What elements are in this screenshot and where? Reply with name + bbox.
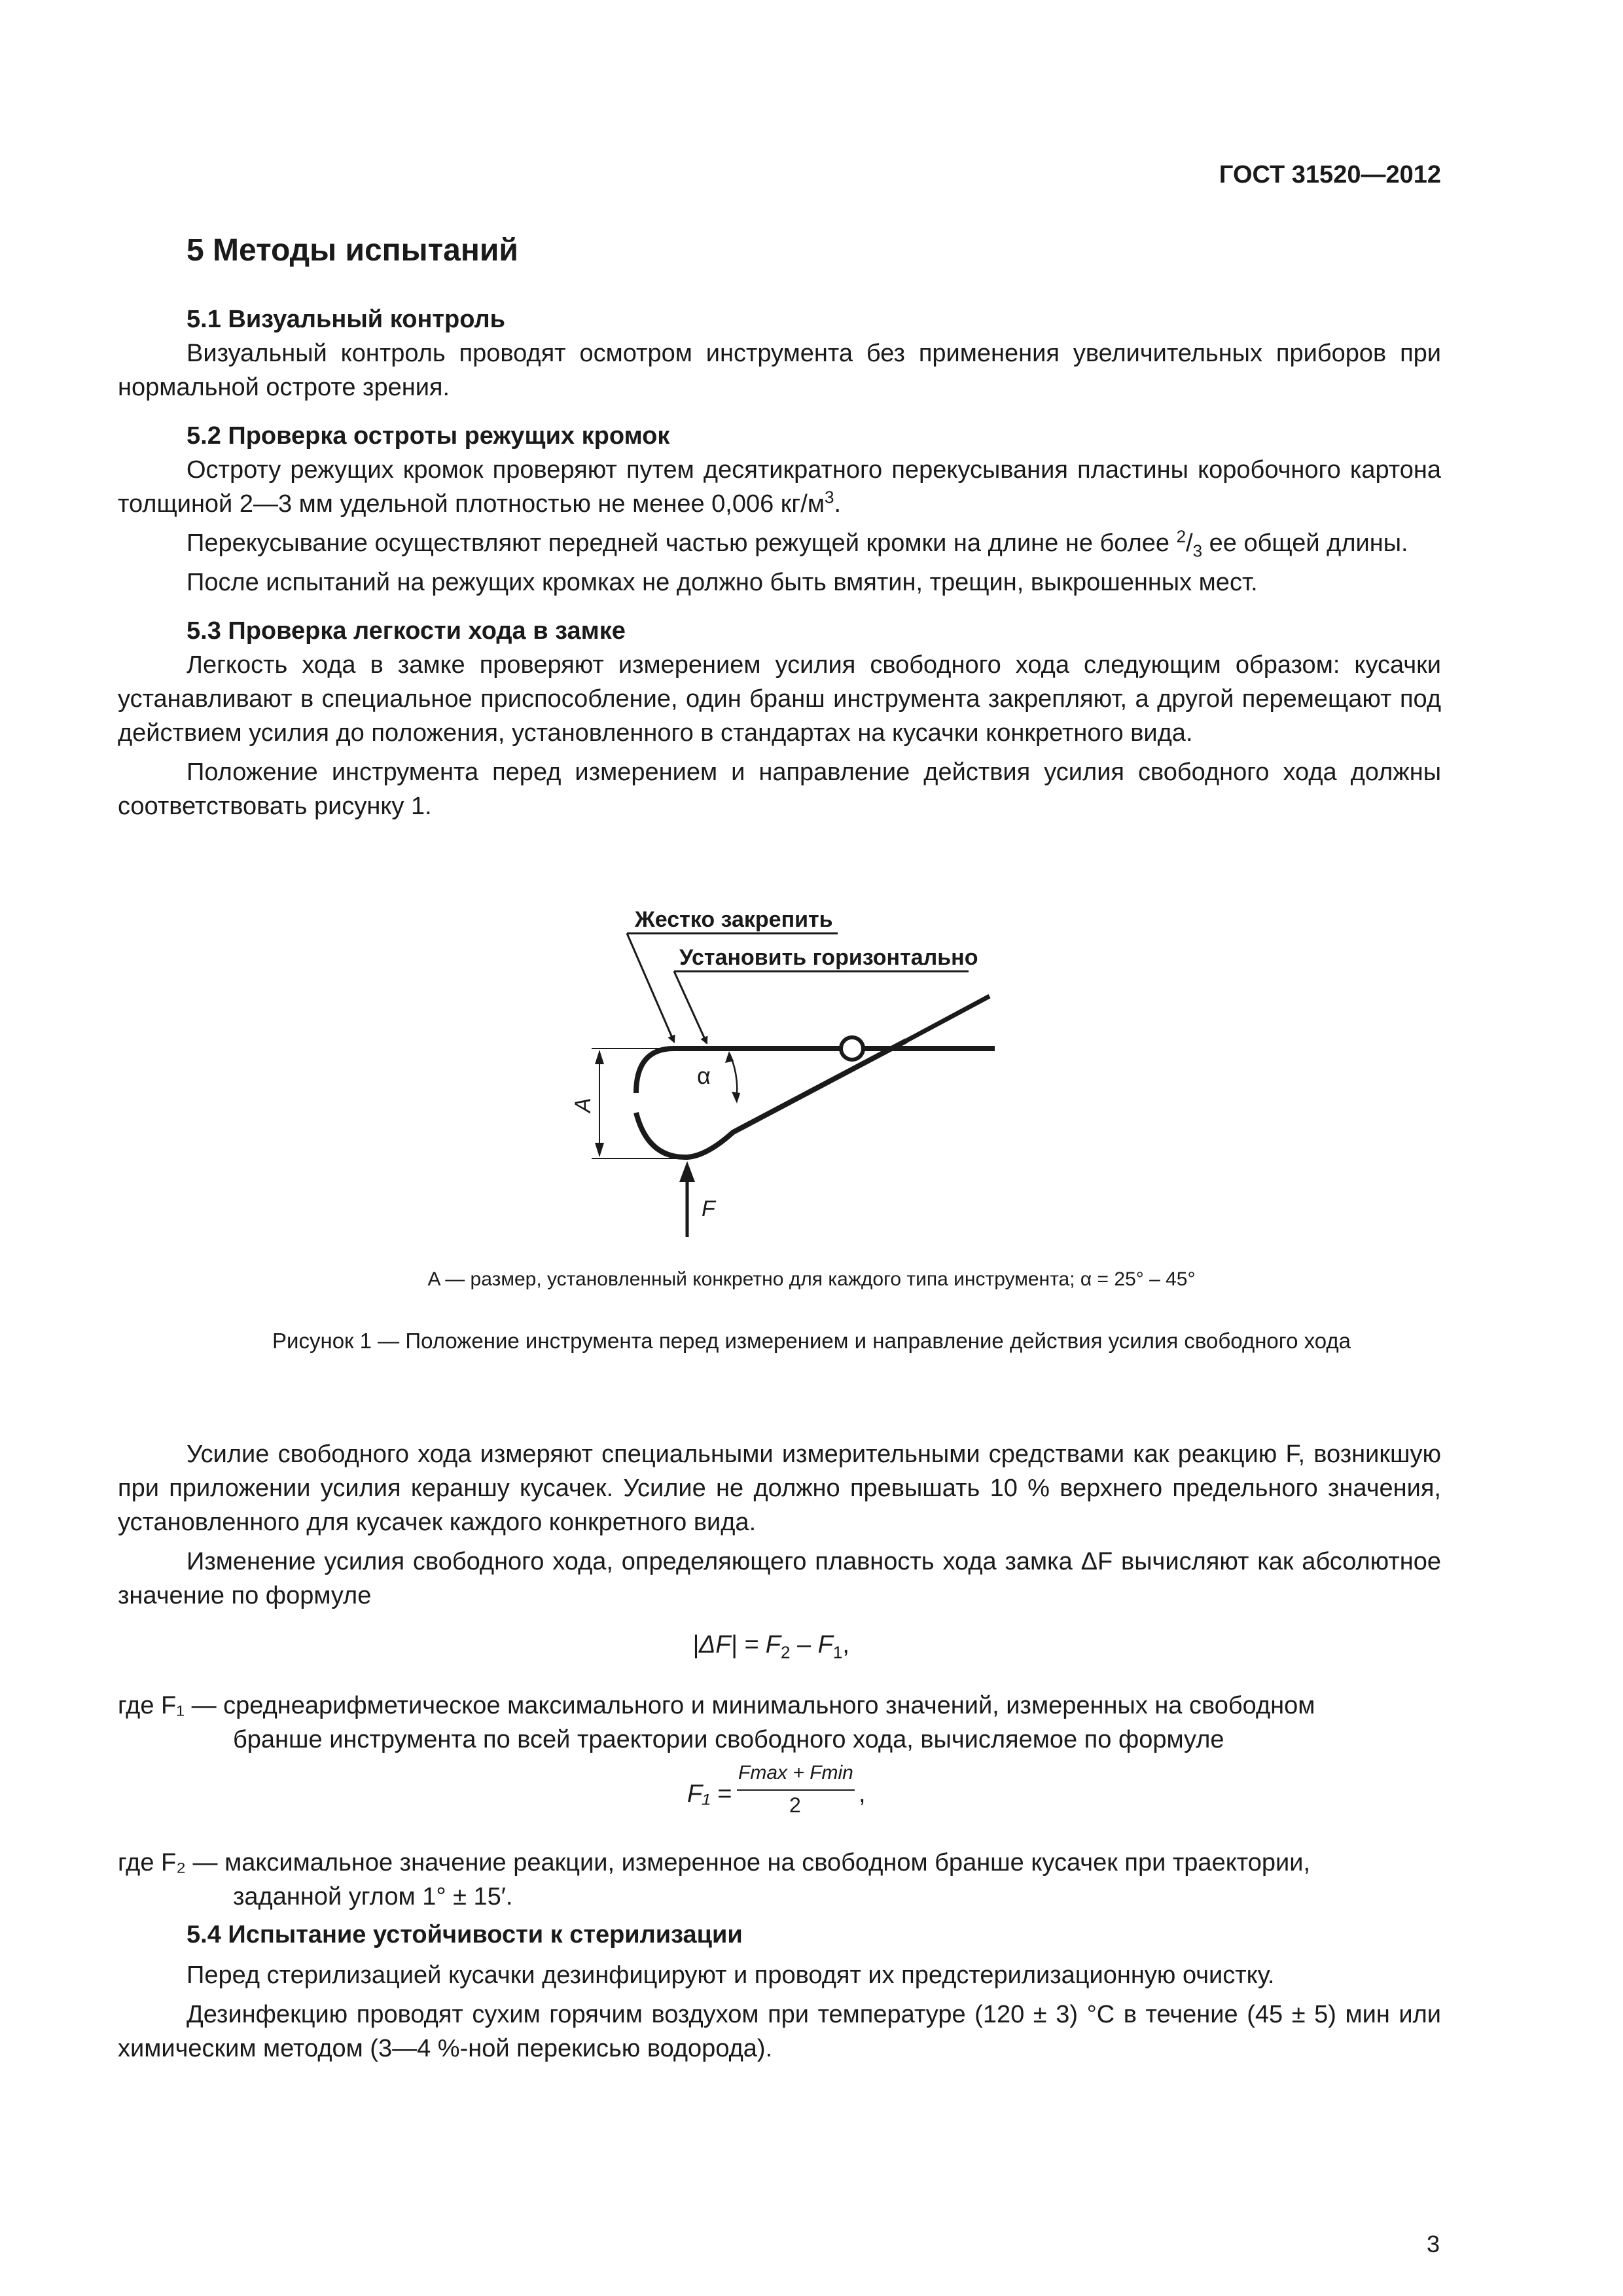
figure-1-note: A — размер, установленный конкретно для каждого типа инструмента; α = 25° – 45° [427,1268,1196,1290]
label-fix-rigidly: Жестко закрепить [635,907,833,932]
cubic-superscript: 3 [824,487,834,507]
sections-5-1-to-5-3 [118,302,1441,823]
angle-arrow-bottom [732,1092,740,1103]
section-5-4-text-1: Перед стерилизацией кусачки дезинфицируют и проводят их предстерилизационную очистку. [187,1962,1275,1989]
leader-fix [627,933,674,1042]
dim-arrow-down [595,1143,604,1157]
section-5-2-text-2-end: ее общей длины. [1202,529,1408,557]
fraction-denominator: 3 [1192,541,1203,561]
section-5-title: 5 Методы испытаний [187,233,518,268]
formula-1-end: , [842,1631,849,1659]
formula-2-denominator: 2 [789,1793,801,1817]
figure-1-caption: Рисунок 1 — Положение инструмента перед измерением и направление действия усилия свободного хода [272,1329,1351,1353]
formula-1-lhs: |ΔF| = F [692,1631,781,1659]
angle-arrow-top [725,1051,734,1063]
section-5-2-text-3: После испытаний на режущих кромках не должно быть вмятин, трещин, выкрошенных мест. [187,569,1258,596]
section-5-3-text-2: Положение инструмента перед измерением и направление действия усилия свободного хода должны соответствовать рисунку 1. [118,759,1441,820]
section-5-2-text-1-end: . [834,490,841,518]
pivot-joint [841,1037,863,1060]
dimension-a-label: A [571,1098,596,1113]
where-f1 [118,1689,1441,1757]
section-5-3-text-1: Легкость хода в замке проверяют измерением усилия свободного хода следующим образом: кусачки устанавливают в специальное приспособление, один бранш инструмента закрепляют, а другой перемещают под действием усилия до положения, установленного в стандартах на кусачки конкретного вида. [118,651,1441,747]
where-f2-text: максимальное значение реакции, измеренное на свободном бранше кусачек при траектории, [224,1849,1311,1876]
leader-horizontal [674,971,707,1043]
angle-alpha-label: α [697,1062,711,1089]
section-5-3-title: 5.3 Проверка легкости хода в замке [187,617,626,645]
fraction-numerator: 2 [1176,526,1186,547]
figure-1-diagram [550,897,995,1250]
where-f2 [118,1846,1441,1914]
section-5-1-text: Визуальный контроль проводят осмотром инструмента без применения увеличительных приборов при нормальной остроте зрения. [118,340,1441,401]
formula-1-sub-1: 1 [832,1642,843,1662]
force-f-label: F [702,1196,715,1221]
dim-arrow-up [595,1050,604,1064]
free-play-text [118,1437,1441,1613]
force-arrowhead [679,1161,695,1182]
section-5-2-title: 5.2 Проверка остроты режущих кромок [187,422,670,450]
section-5-2-text-1 [118,453,1441,521]
page-number: 3 [1426,2231,1440,2257]
where-f2-continuation: заданной углом 1° ± 15′. [233,1883,513,1910]
free-play-paragraph-2: Изменение усилия свободного хода, определяющего плавность хода замка ΔF вычисляют как абсолютное значение по формуле [118,1548,1441,1609]
where-f2-head: где F₂ — [118,1849,218,1876]
formula-2-fraction-bar [737,1789,855,1791]
formula-2-end: , [859,1780,866,1808]
section-5-4-text-2: Дезинфекцию проводят сухим горячим воздухом при температуре (120 ± 3) °С в течение (45 ± 5) мин или химическим методом (3—4 %-ной перекисью водорода). [118,2001,1441,2062]
upper-handle [906,996,990,1041]
formula-1-sub-2: 2 [780,1642,791,1662]
formula-f1 [687,1762,870,1827]
formula-delta-f [692,1631,849,1662]
where-f1-head: где F₁ — [118,1692,217,1719]
label-set-horizontal: Установить горизонтально [679,945,978,970]
moving-jaw [636,1041,906,1157]
where-f1-text: среднеарифметическое максимального и минимального значений, измеренных на свободном [223,1692,1315,1719]
standard-number: ГОСТ 31520—2012 [1219,161,1441,188]
section-5-4 [118,1918,1441,2066]
free-play-paragraph-1: Усилие свободного хода измеряют специальными измерительными средствами как реакцию F, возникшую при приложении усилия кераншу кусачек. Усилие не должно превышать 10 % верхнего предельного значения, установленного для кусачек каждого конкретного вида. [118,1441,1441,1536]
section-5-1-title: 5.1 Визуальный контроль [187,306,505,333]
formula-2-numerator: Fmax + Fmin [738,1762,853,1784]
formula-1-mid: – F [790,1631,833,1659]
section-5-2-text-2-main: Перекусывание осуществляют передней частью режущей кромки на длине не более [187,529,1177,557]
section-5-2-text-2: Перекусывание осуществляют передней частью режущей кромки на длине не более $^2/_3$ ее общей длины. [187,526,1408,561]
section-5-2-text-1-main: Остроту режущих кромок проверяют путем десятикратного перекусывания пластины коробочного картона толщиной 2—3 мм удельной плотностью не менее 0,006 кг/м [118,456,1441,518]
where-f1-continuation: бранше инструмента по всей траектории свободного хода, вычисляемое по формуле [233,1726,1224,1753]
formula-2-lhs: F₁ = [687,1780,732,1808]
section-5-4-title: 5.4 Испытание устойчивости к стерилизации [187,1921,743,1948]
